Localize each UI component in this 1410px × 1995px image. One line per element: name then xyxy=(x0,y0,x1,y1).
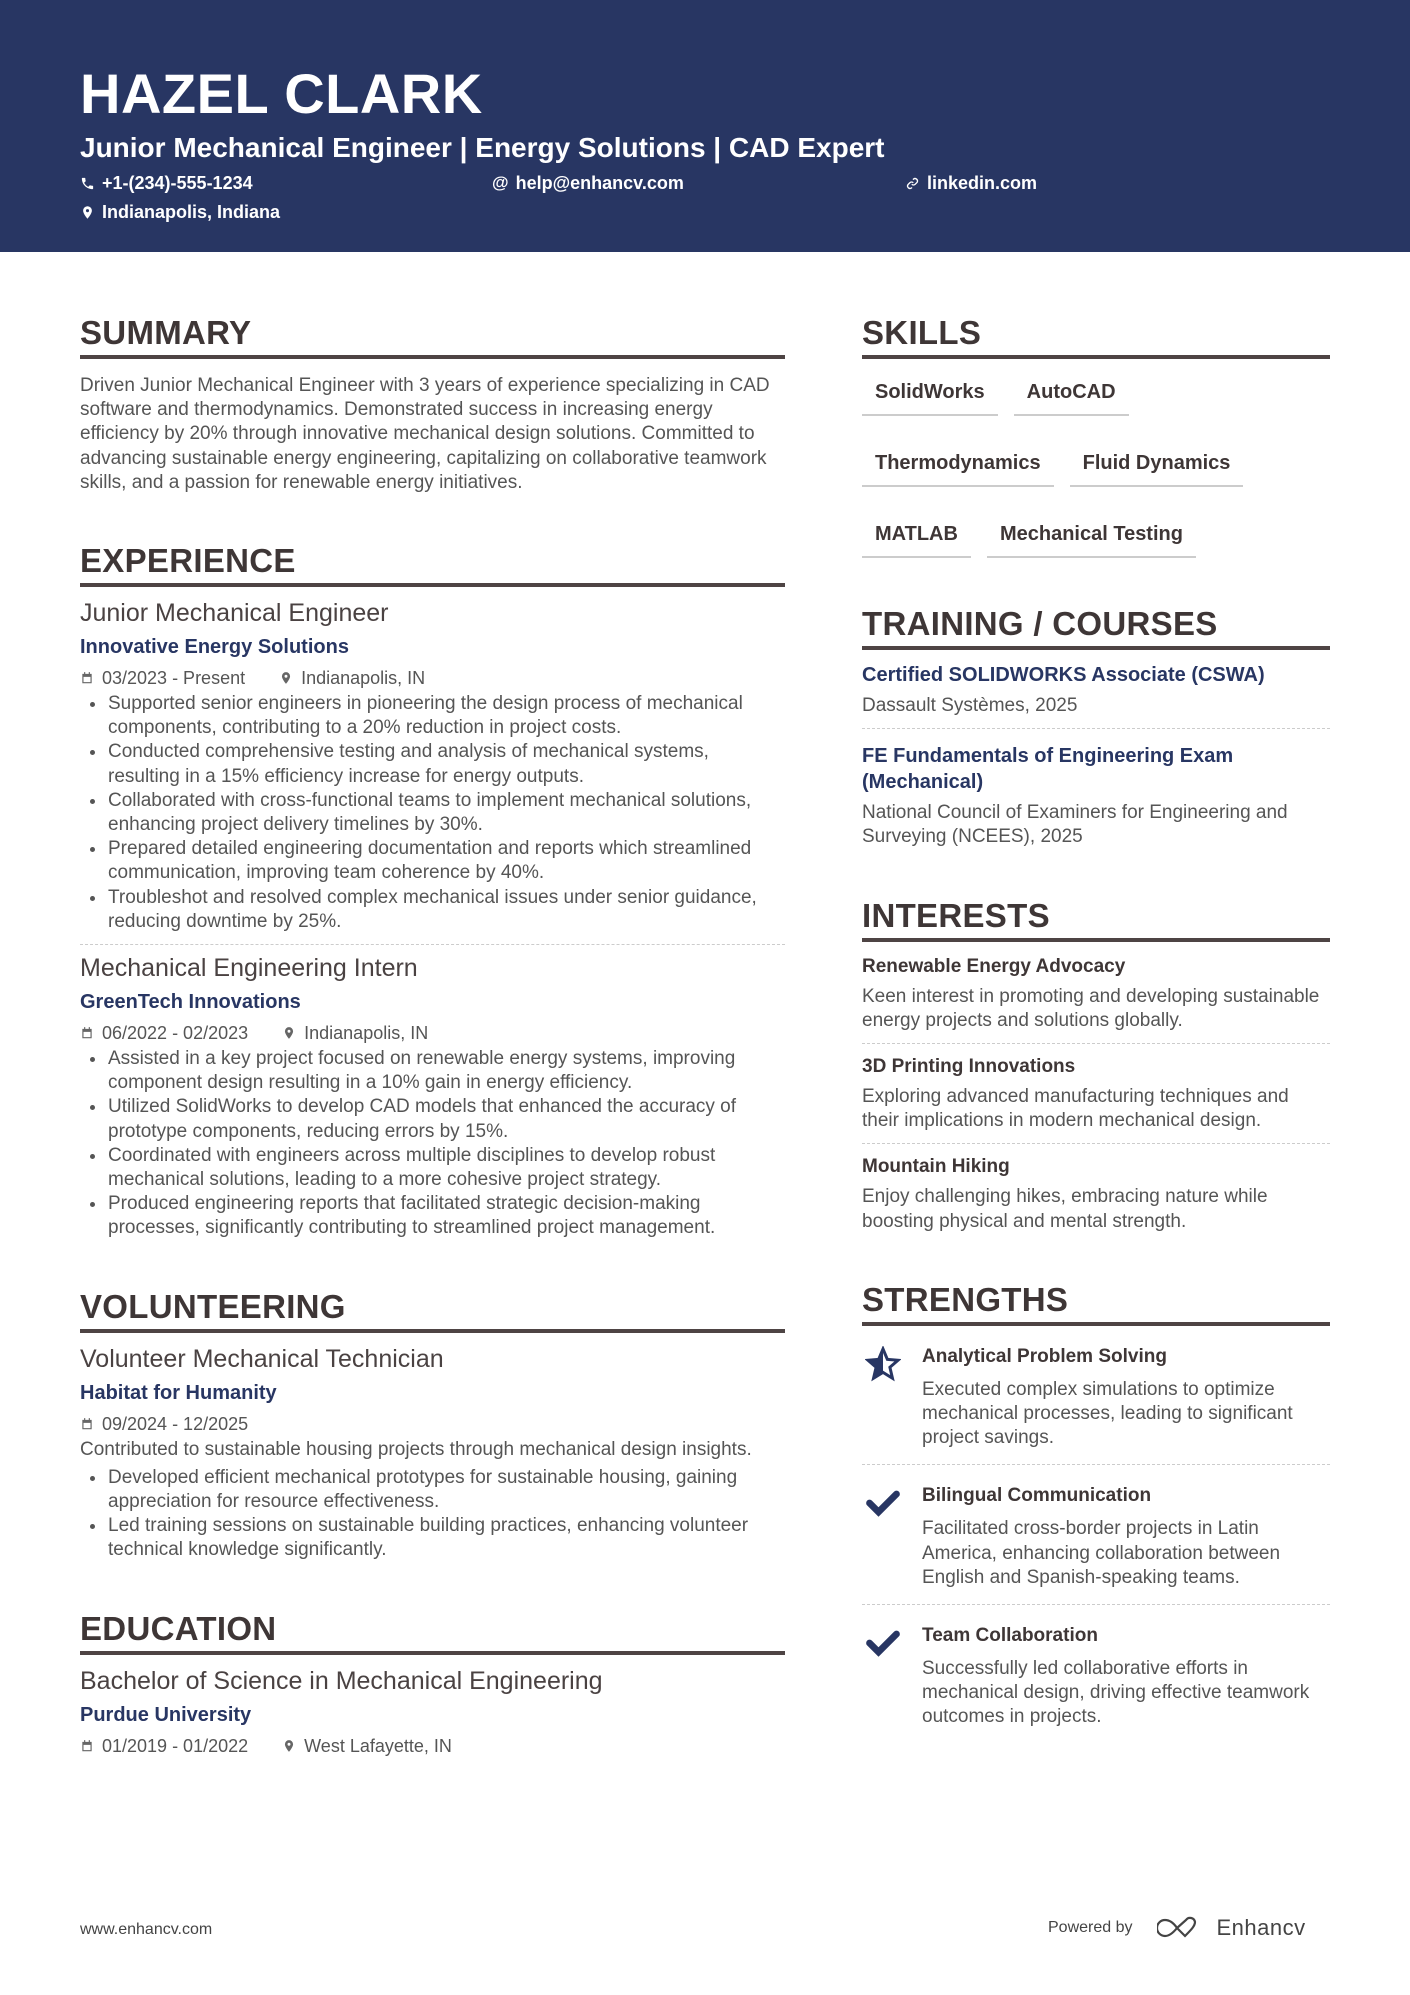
strength-title: Bilingual Communication xyxy=(922,1485,1152,1507)
interest-title: Renewable Energy Advocacy xyxy=(862,955,1126,977)
interest-title: 3D Printing Innovations xyxy=(862,1056,1076,1078)
divider xyxy=(862,728,1330,729)
job-dates: 03/2023 - Present xyxy=(102,668,246,689)
strength-text: Successfully led collaborative efforts in mechanical design, driving effective teamwork outcomes in projects. xyxy=(922,1658,1310,1728)
section-heading: SKILLS xyxy=(862,313,1330,359)
organization-name[interactable]: Habitat for Humanity xyxy=(80,1381,277,1404)
divider xyxy=(80,944,785,945)
job-bullets xyxy=(80,692,785,934)
course-title: Certified SOLIDWORKS Associate (CSWA) xyxy=(862,664,1265,686)
volunteer-description: Contributed to sustainable housing projects through mechanical design insights. xyxy=(80,1438,752,1460)
skill-tag: AutoCAD xyxy=(1014,373,1129,416)
job-title: Mechanical Engineering Intern xyxy=(80,954,418,983)
volunteer-dates: 09/2024 - 12/2025 xyxy=(102,1413,249,1434)
calendar-icon xyxy=(80,1026,94,1040)
strength-title: Team Collaboration xyxy=(922,1625,1098,1647)
interests-section xyxy=(862,896,1330,1234)
skills-section xyxy=(862,313,1330,558)
section-heading: TRAINING / COURSES xyxy=(862,604,1330,650)
bullet: Produced engineering reports that facilitated strategic decision-making processes, significantly contributing to streamlined project management. xyxy=(80,1192,785,1240)
volunteer-role: Volunteer Mechanical Technician xyxy=(80,1344,444,1373)
interest-item xyxy=(862,954,1330,1033)
email-text: help@enhancv.com xyxy=(515,173,684,193)
bullet: Supported senior engineers in pioneering the design process of mechanical components, contributing to a 20% reduction in project costs. xyxy=(80,692,785,740)
linkedin-text: linkedin.com xyxy=(927,173,1038,193)
divider xyxy=(862,1604,1330,1605)
bullet: Assisted in a key project focused on renewable energy systems, improving component design resulting in a 10% gain in energy efficiency. xyxy=(80,1047,785,1095)
job-location: Indianapolis, IN xyxy=(304,1023,429,1044)
skills-list xyxy=(862,373,1330,558)
interest-title: Mountain Hiking xyxy=(862,1156,1010,1178)
right-column xyxy=(862,313,1330,1730)
course-item xyxy=(862,743,1330,849)
contact-linkedin[interactable] xyxy=(905,172,1037,194)
job-meta xyxy=(80,1021,785,1045)
strength-title: Analytical Problem Solving xyxy=(922,1345,1167,1367)
strengths-section xyxy=(862,1280,1330,1730)
calendar-icon xyxy=(80,1417,94,1431)
interest-item xyxy=(862,1054,1330,1133)
at-icon: @ xyxy=(492,173,509,192)
bullet: Conducted comprehensive testing and analysis of mechanical systems, resulting in a 15% efficiency increase for energy outputs. xyxy=(80,740,785,788)
summary-section xyxy=(80,313,785,495)
job-title: Junior Mechanical Engineer xyxy=(80,599,389,628)
divider xyxy=(862,1043,1330,1044)
skill-tag: MATLAB xyxy=(862,515,971,558)
check-icon xyxy=(865,1625,901,1661)
company-name[interactable]: Innovative Energy Solutions xyxy=(80,636,349,659)
left-column xyxy=(80,313,785,1758)
summary-text: Driven Junior Mechanical Engineer with 3 years of experience specializing in CAD software and thermodynamics. Demonstrated success in increasing energy efficiency by 20% through innovative mechanical design solutions. Committed to advancing sustainable energy engineering, capitalizing on collaborative teamwork skills, and a passion for renewable energy initiatives. xyxy=(80,375,770,493)
calendar-icon xyxy=(80,671,94,685)
calendar-icon xyxy=(80,1739,94,1753)
resume-header xyxy=(0,0,1410,252)
candidate-name: HAZEL CLARK xyxy=(80,62,483,125)
skill-tag: SolidWorks xyxy=(862,373,998,416)
strength-item xyxy=(862,1483,1330,1590)
degree: Bachelor of Science in Mechanical Engineering xyxy=(80,1666,603,1695)
enhancv-logo-icon xyxy=(1157,1915,1203,1941)
section-heading: STRENGTHS xyxy=(862,1280,1330,1326)
section-heading: EXPERIENCE xyxy=(80,541,785,587)
volunteer-meta xyxy=(80,1412,785,1436)
education-location: West Lafayette, IN xyxy=(304,1735,452,1756)
footer-website[interactable]: www.enhancv.com xyxy=(80,1921,213,1938)
strength-text: Facilitated cross-border projects in Latin America, enhancing collaboration between English and Spanish-speaking teams. xyxy=(922,1518,1281,1588)
footer-branding[interactable] xyxy=(1048,1915,1306,1941)
bullet: Led training sessions on sustainable building practices, enhancing volunteer technical knowledge significantly. xyxy=(80,1514,785,1562)
location-pin-icon xyxy=(282,1739,296,1753)
interest-text: Exploring advanced manufacturing techniques and their implications in modern mechanical design. xyxy=(862,1086,1289,1132)
section-heading: INTERESTS xyxy=(862,896,1330,942)
job-location: Indianapolis, IN xyxy=(301,668,426,689)
star-icon xyxy=(865,1346,901,1382)
section-heading: VOLUNTEERING xyxy=(80,1287,785,1333)
skill-tag: Thermodynamics xyxy=(862,444,1054,487)
school-name[interactable]: Purdue University xyxy=(80,1703,252,1726)
bullet: Collaborated with cross-functional teams to implement mechanical solutions, enhancing project delivery timelines by 30%. xyxy=(80,789,785,837)
training-section xyxy=(862,604,1330,850)
course-title: FE Fundamentals of Engineering Exam (Mechanical) xyxy=(862,745,1234,794)
contact-location xyxy=(80,201,280,223)
skill-tag: Mechanical Testing xyxy=(987,515,1196,558)
location-pin-icon xyxy=(282,1026,296,1040)
location-pin-icon xyxy=(279,671,293,685)
course-item xyxy=(862,662,1330,718)
location-text: Indianapolis, Indiana xyxy=(102,202,281,222)
contact-phone[interactable] xyxy=(80,172,253,194)
experience-item xyxy=(80,953,785,1241)
divider xyxy=(862,1464,1330,1465)
volunteering-section xyxy=(80,1287,785,1563)
education-section xyxy=(80,1609,785,1758)
divider xyxy=(862,1143,1330,1144)
strength-text: Executed complex simulations to optimize mechanical processes, leading to significant project savings. xyxy=(922,1378,1293,1449)
strength-item xyxy=(862,1623,1330,1730)
section-heading: EDUCATION xyxy=(80,1609,785,1655)
education-dates: 01/2019 - 01/2022 xyxy=(102,1735,249,1756)
job-bullets xyxy=(80,1047,785,1241)
link-icon xyxy=(905,176,920,191)
location-pin-icon xyxy=(80,205,95,220)
bullet: Utilized SolidWorks to develop CAD models that enhanced the accuracy of prototype components, reducing errors by 15%. xyxy=(80,1095,785,1143)
bullet: Developed efficient mechanical prototypes for sustainable housing, gaining appreciation for resource effectiveness. xyxy=(80,1466,785,1514)
interest-item xyxy=(862,1154,1330,1233)
company-name[interactable]: GreenTech Innovations xyxy=(80,991,301,1014)
powered-by-text: Powered by xyxy=(1048,1919,1133,1936)
candidate-title: Junior Mechanical Engineer | Energy Solutions | CAD Expert xyxy=(80,132,885,163)
section-heading: SUMMARY xyxy=(80,313,785,359)
phone-icon xyxy=(80,176,95,191)
brand-name: Enhancv xyxy=(1216,1915,1306,1940)
job-dates: 06/2022 - 02/2023 xyxy=(102,1023,249,1044)
education-meta xyxy=(80,1734,785,1758)
contact-email[interactable] xyxy=(492,172,684,194)
course-detail: National Council of Examiners for Engineering and Surveying (NCEES), 2025 xyxy=(862,802,1288,848)
bullet: Prepared detailed engineering documentation and reports which streamlined communication, improving team coherence by 40%. xyxy=(80,837,785,885)
check-icon xyxy=(865,1485,901,1521)
bullet: Troubleshot and resolved complex mechanical issues under senior guidance, reducing downtime by 25%. xyxy=(80,886,785,934)
interest-text: Keen interest in promoting and developing sustainable energy projects and solutions globally. xyxy=(862,985,1320,1031)
bullet: Coordinated with engineers across multiple disciplines to develop robust mechanical solutions, leading to a more cohesive project strategy. xyxy=(80,1144,785,1192)
job-meta xyxy=(80,666,785,690)
volunteer-bullets xyxy=(80,1466,785,1563)
experience-section xyxy=(80,541,785,1241)
phone-text: +1-(234)-555-1234 xyxy=(102,173,253,193)
skill-tag: Fluid Dynamics xyxy=(1070,444,1244,487)
strength-item xyxy=(862,1344,1330,1451)
course-detail: Dassault Systèmes, 2025 xyxy=(862,695,1078,716)
experience-item xyxy=(80,598,785,934)
interest-text: Enjoy challenging hikes, embracing nature while boosting physical and mental strength. xyxy=(862,1186,1268,1232)
